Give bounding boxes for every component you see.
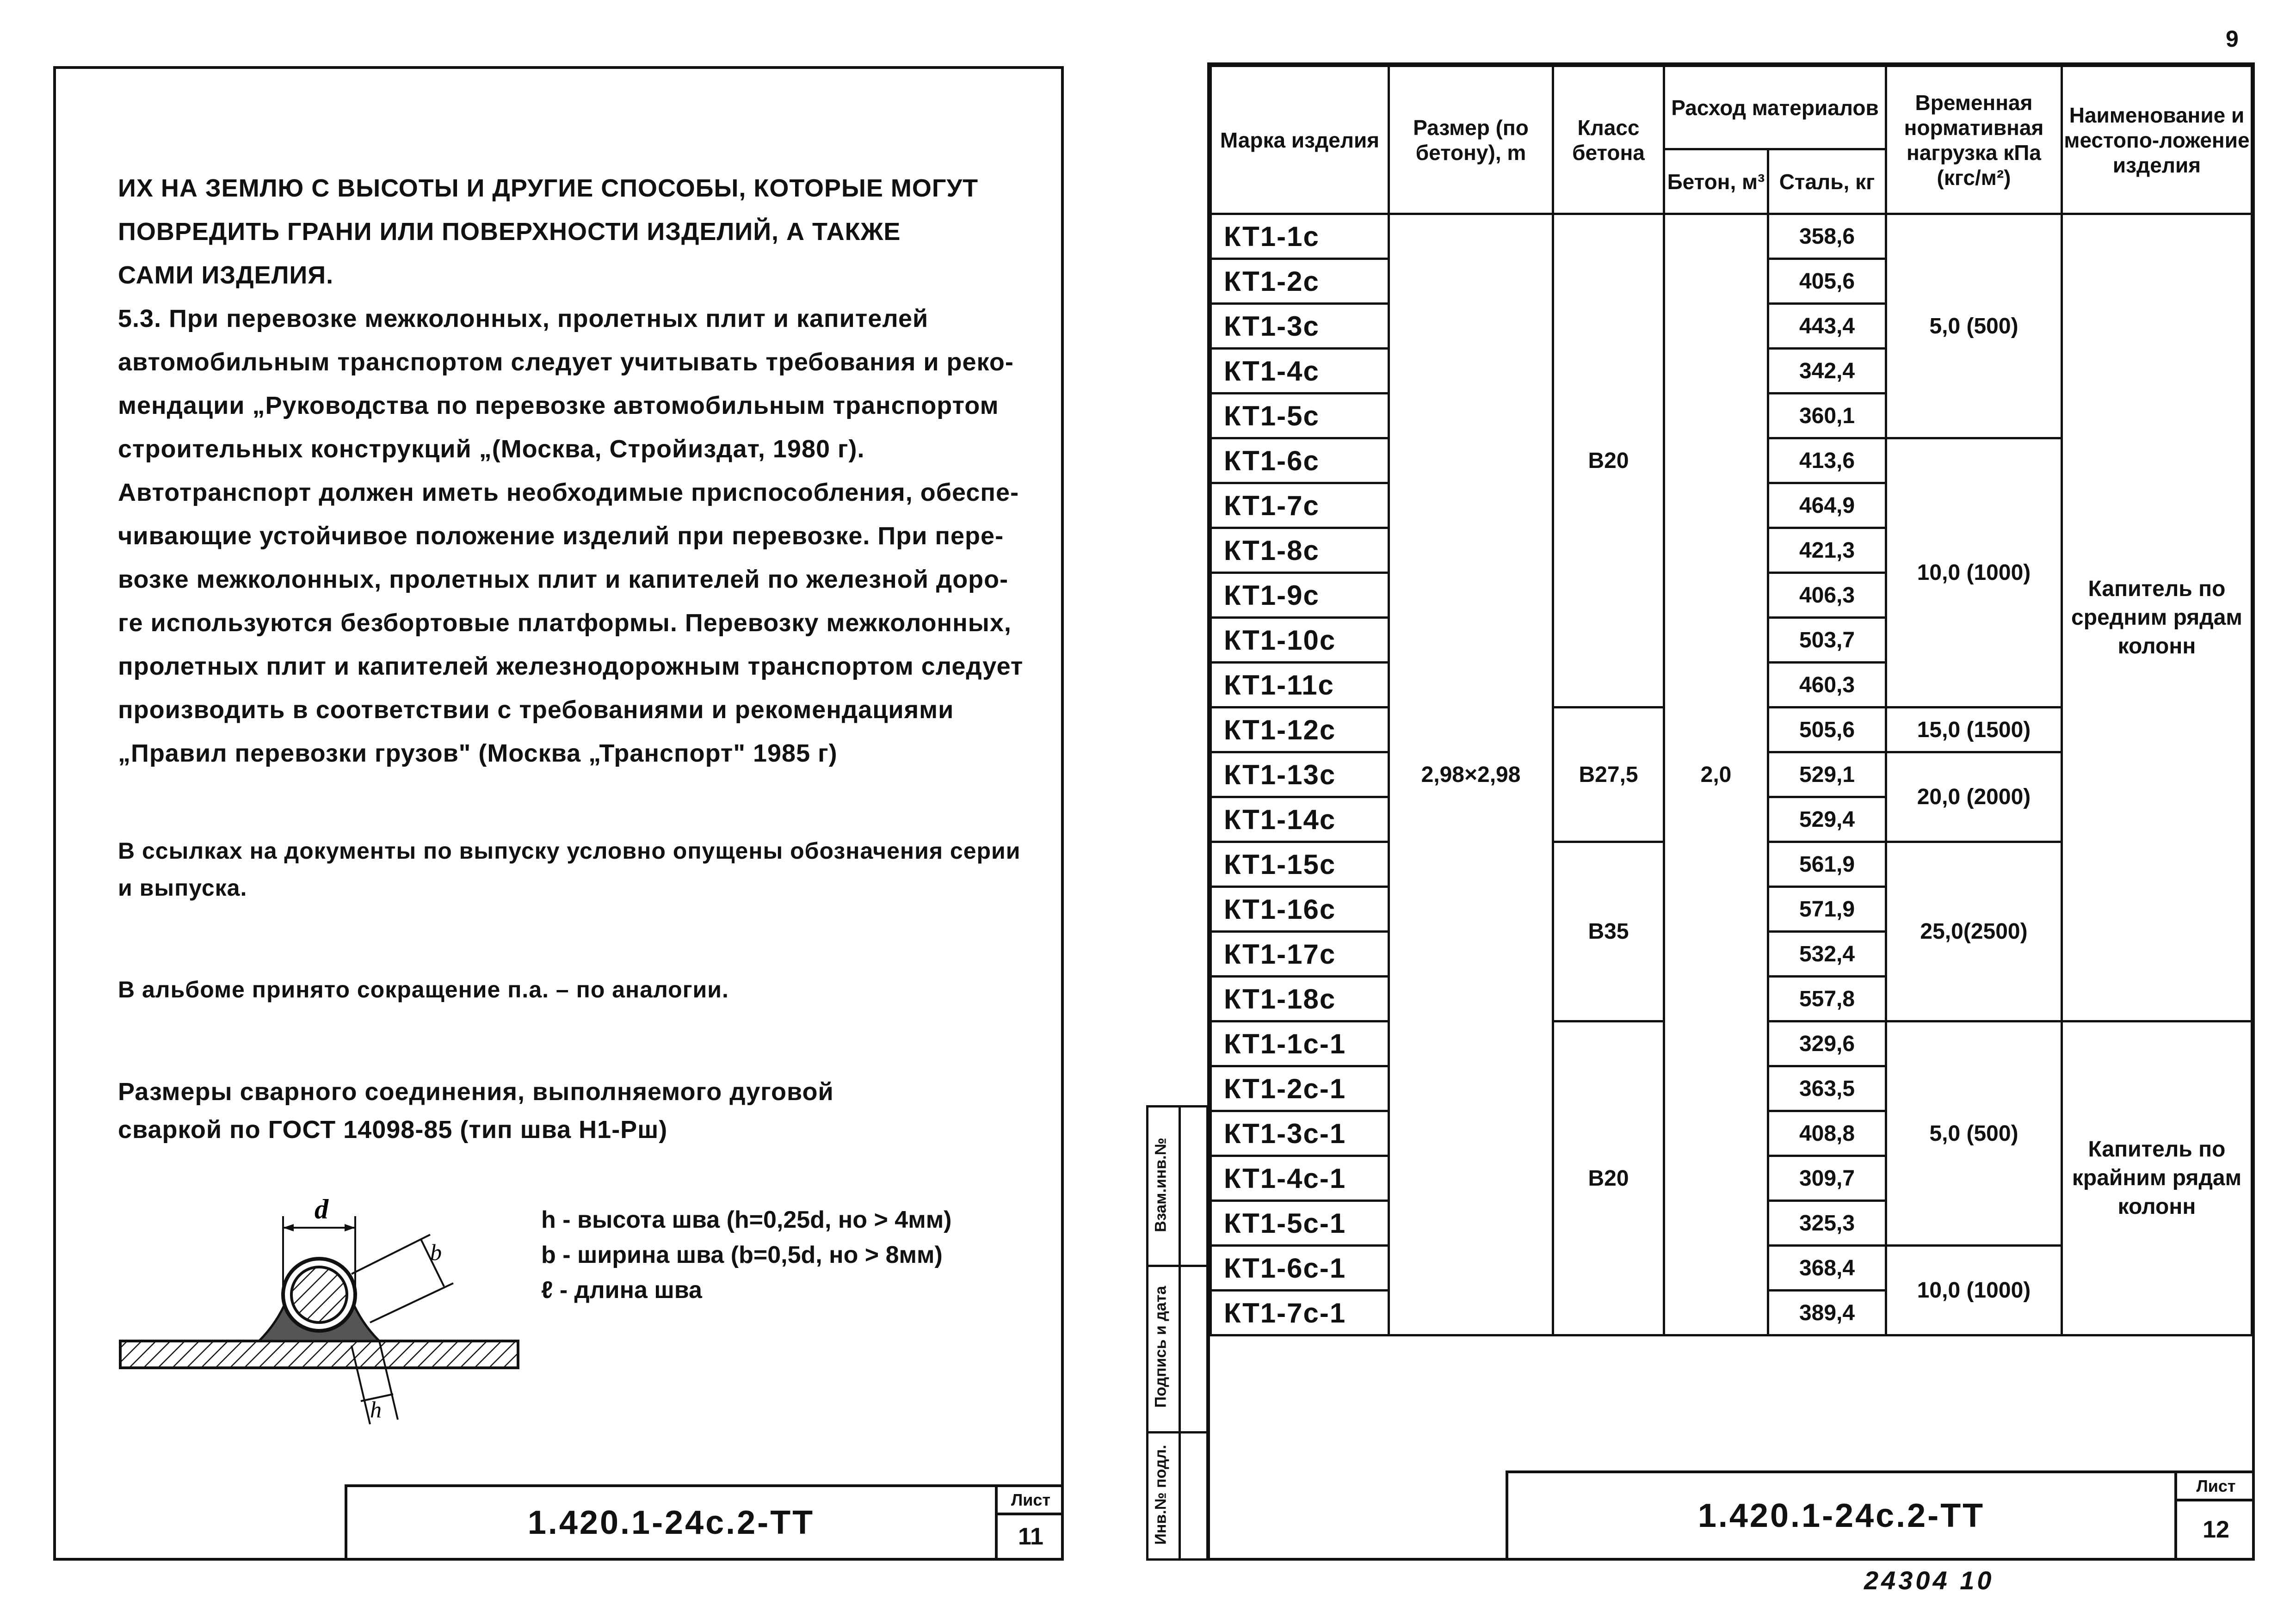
cell-load: 20,0 (2000) [1886, 752, 2062, 842]
cell-mark: КТ1-17с [1211, 932, 1389, 977]
cell-steel: 408,8 [1768, 1111, 1886, 1156]
cell-steel: 309,7 [1768, 1156, 1886, 1201]
sheet-box [2174, 1473, 2255, 1558]
paragraph-line: „Правил перевозки грузов" (Москва „Транспорт" 1985 г) [118, 739, 838, 767]
left-title-block [345, 1484, 1064, 1561]
cell-mark: КТ1-4с-1 [1211, 1156, 1389, 1201]
cell-mark: КТ1-16с [1211, 887, 1389, 932]
header-mark: Марка изделия [1211, 66, 1389, 214]
cell-mark: КТ1-6с-1 [1211, 1246, 1389, 1291]
paragraph-line: Автотранспорт должен иметь необходимые приспособления, обеспе- [118, 479, 1019, 506]
weld-diagram [111, 1184, 527, 1470]
header-name: Наименование и местопо-ложение изделия [2062, 66, 2252, 214]
cell-mark: КТ1-2с [1211, 259, 1389, 304]
cell-steel: 368,4 [1768, 1246, 1886, 1291]
cell-steel: 571,9 [1768, 887, 1886, 932]
cell-steel: 342,4 [1768, 349, 1886, 394]
diagram-label-b: b [430, 1239, 442, 1265]
paragraph-line: чивающие устойчивое положение изделий при перевозке. При пере- [118, 522, 1004, 550]
paragraph-line: мендации „Руководства по перевозке автомобильным транспортом [118, 392, 999, 419]
header-class: Класс бетона [1553, 66, 1664, 214]
cell-steel: 358,6 [1768, 214, 1886, 259]
cell-class: В35 [1553, 842, 1664, 1021]
sheet-label: Лист [2177, 1473, 2255, 1501]
cell-steel: 413,6 [1768, 438, 1886, 483]
note-abbrev [118, 971, 1043, 1008]
diagram-label-h: h [370, 1396, 382, 1422]
note-line: и выпуска. [118, 875, 247, 901]
cell-name: Капитель по средним рядам колонн [2062, 214, 2252, 1021]
cell-steel: 529,1 [1768, 752, 1886, 797]
cell-mark: КТ1-5с-1 [1211, 1201, 1389, 1246]
weld-title [118, 1073, 1043, 1149]
weld-title-line: сваркой по ГОСТ 14098-85 (тип шва Н1-Рш) [118, 1116, 668, 1144]
legend-height: h - высота шва (h=0,25d, но > 4мм) [541, 1206, 952, 1233]
paragraph-line: производить в соответствии с требованиями и рекомендациями [118, 696, 954, 724]
cell-class: В20 [1553, 1021, 1664, 1335]
side-stamp-divider [1179, 1107, 1181, 1558]
paragraph-line: 5.3. При перевозке межколонных, пролетных плит и капителей [118, 305, 929, 332]
paragraph-line: ПОВРЕДИТЬ ГРАНИ ИЛИ ПОВЕРХНОСТИ ИЗДЕЛИЙ, А ТАКЖЕ [118, 218, 901, 246]
cell-load: 10,0 (1000) [1886, 1246, 2062, 1335]
cell-steel: 443,4 [1768, 304, 1886, 349]
cell-mark: КТ1-4с [1211, 349, 1389, 394]
cell-steel: 405,6 [1768, 259, 1886, 304]
cell-steel: 360,1 [1768, 394, 1886, 438]
cell-steel: 421,3 [1768, 528, 1886, 573]
cell-mark: КТ1-1с-1 [1211, 1021, 1389, 1066]
sheet-number: 11 [1018, 1523, 1043, 1550]
cell-load: 5,0 (500) [1886, 214, 2062, 438]
cell-name: Капитель по крайним рядам колонн [2062, 1021, 2252, 1335]
cell-steel: 557,8 [1768, 977, 1886, 1021]
side-stamp [1146, 1105, 1209, 1561]
spec-table [1210, 65, 2253, 1336]
cell-mark: КТ1-5с [1211, 394, 1389, 438]
cell-mark: КТ1-1с [1211, 214, 1389, 259]
cell-mark: КТ1-13с [1211, 752, 1389, 797]
cell-mark: КТ1-3с [1211, 304, 1389, 349]
cell-class: В20 [1553, 214, 1664, 707]
cell-mark: КТ1-7с-1 [1211, 1291, 1389, 1335]
cell-load: 10,0 (1000) [1886, 438, 2062, 707]
side-stamp-replace-inv: Взам.инв.№ [1152, 1138, 1170, 1232]
note-line: В альбоме принято сокращение п.а. – по аналогии. [118, 977, 729, 1003]
cell-mark: КТ1-8с [1211, 528, 1389, 573]
legend-width: b - ширина шва (b=0,5d, но > 8мм) [541, 1242, 943, 1268]
cell-steel: 406,3 [1768, 573, 1886, 618]
cell-steel: 460,3 [1768, 663, 1886, 707]
cell-size: 2,98×2,98 [1389, 214, 1553, 1335]
paragraph-line: строительных конструкций „(Москва, Стройиздат, 1980 г). [118, 435, 865, 463]
paragraph-line: возке межколонных, пролетных плит и капителей по железной доро- [118, 566, 1009, 593]
cell-steel: 503,7 [1768, 618, 1886, 663]
cell-mark: КТ1-12с [1211, 707, 1389, 752]
cell-steel: 363,5 [1768, 1066, 1886, 1111]
cell-mark: КТ1-11с [1211, 663, 1389, 707]
cell-mark: КТ1-9с [1211, 573, 1389, 618]
cell-steel: 389,4 [1768, 1291, 1886, 1335]
header-concrete: Бетон, м³ [1664, 149, 1768, 214]
side-stamp-signature-date: Подпись и дата [1152, 1286, 1170, 1408]
archive-number: 24304 10 [1864, 1566, 1994, 1595]
cell-steel: 505,6 [1768, 707, 1886, 752]
cell-steel: 529,4 [1768, 797, 1886, 842]
cell-concrete: 2,0 [1664, 214, 1768, 1335]
paragraph-line: пролетных плит и капителей железнодорожным транспортом следует [118, 652, 1024, 680]
cell-load: 25,0(2500) [1886, 842, 2062, 1021]
sheet-label: Лист [998, 1487, 1064, 1515]
header-load: Временная нормативная нагрузка кПа (кгс/м²) [1886, 66, 2062, 214]
page-number: 9 [2226, 26, 2239, 52]
cell-steel: 464,9 [1768, 483, 1886, 528]
cell-load: 5,0 (500) [1886, 1021, 2062, 1246]
weld-title-line: Размеры сварного соединения, выполняемого дуговой [118, 1078, 834, 1106]
drawing-code: 1.420.1-24с.2-ТТ [527, 1504, 815, 1541]
cell-steel: 325,3 [1768, 1201, 1886, 1246]
note-series [118, 832, 1043, 906]
cell-mark: КТ1-15с [1211, 842, 1389, 887]
diagram-label-d: d [315, 1194, 328, 1224]
header-consumption: Расход материалов [1664, 66, 1886, 149]
right-title-block [1506, 1470, 2255, 1561]
paragraph-line: САМИ ИЗДЕЛИЯ. [118, 261, 334, 289]
weld-legend [541, 1202, 951, 1308]
paragraph-line: ге используются безбортовые платформы. Перевозку межколонных, [118, 609, 1012, 637]
cell-class: В27,5 [1553, 707, 1664, 842]
cell-steel: 532,4 [1768, 932, 1886, 977]
header-steel: Сталь, кг [1768, 149, 1886, 214]
note-line: В ссылках на документы по выпуску условно опущены обозначения серии [118, 838, 1021, 864]
header-size: Размер (по бетону), m [1389, 66, 1553, 214]
paragraph-line: автомобильным транспортом следует учитывать требования и реко- [118, 348, 1014, 376]
cell-steel: 561,9 [1768, 842, 1886, 887]
cell-mark: КТ1-10с [1211, 618, 1389, 663]
sheet-box [995, 1487, 1064, 1558]
cell-mark: КТ1-6с [1211, 438, 1389, 483]
cell-mark: КТ1-2с-1 [1211, 1066, 1389, 1111]
cell-mark: КТ1-18с [1211, 977, 1389, 1021]
cell-mark: КТ1-3с-1 [1211, 1111, 1389, 1156]
cell-steel: 329,6 [1768, 1021, 1886, 1066]
paragraph-line: ИХ НА ЗЕМЛЮ С ВЫСОТЫ И ДРУГИЕ СПОСОБЫ, КОТОРЫЕ МОГУТ [118, 174, 979, 202]
cell-mark: КТ1-14с [1211, 797, 1389, 842]
drawing-code: 1.420.1-24с.2-ТТ [1697, 1497, 1985, 1534]
legend-length: ℓ - длина шва [541, 1277, 702, 1304]
left-main-text [118, 166, 1043, 775]
side-stamp-original-inv: Инв.№ подл. [1152, 1445, 1170, 1545]
cell-mark: КТ1-7с [1211, 483, 1389, 528]
cell-load: 15,0 (1500) [1886, 707, 2062, 752]
sheet-number: 12 [2203, 1516, 2229, 1543]
